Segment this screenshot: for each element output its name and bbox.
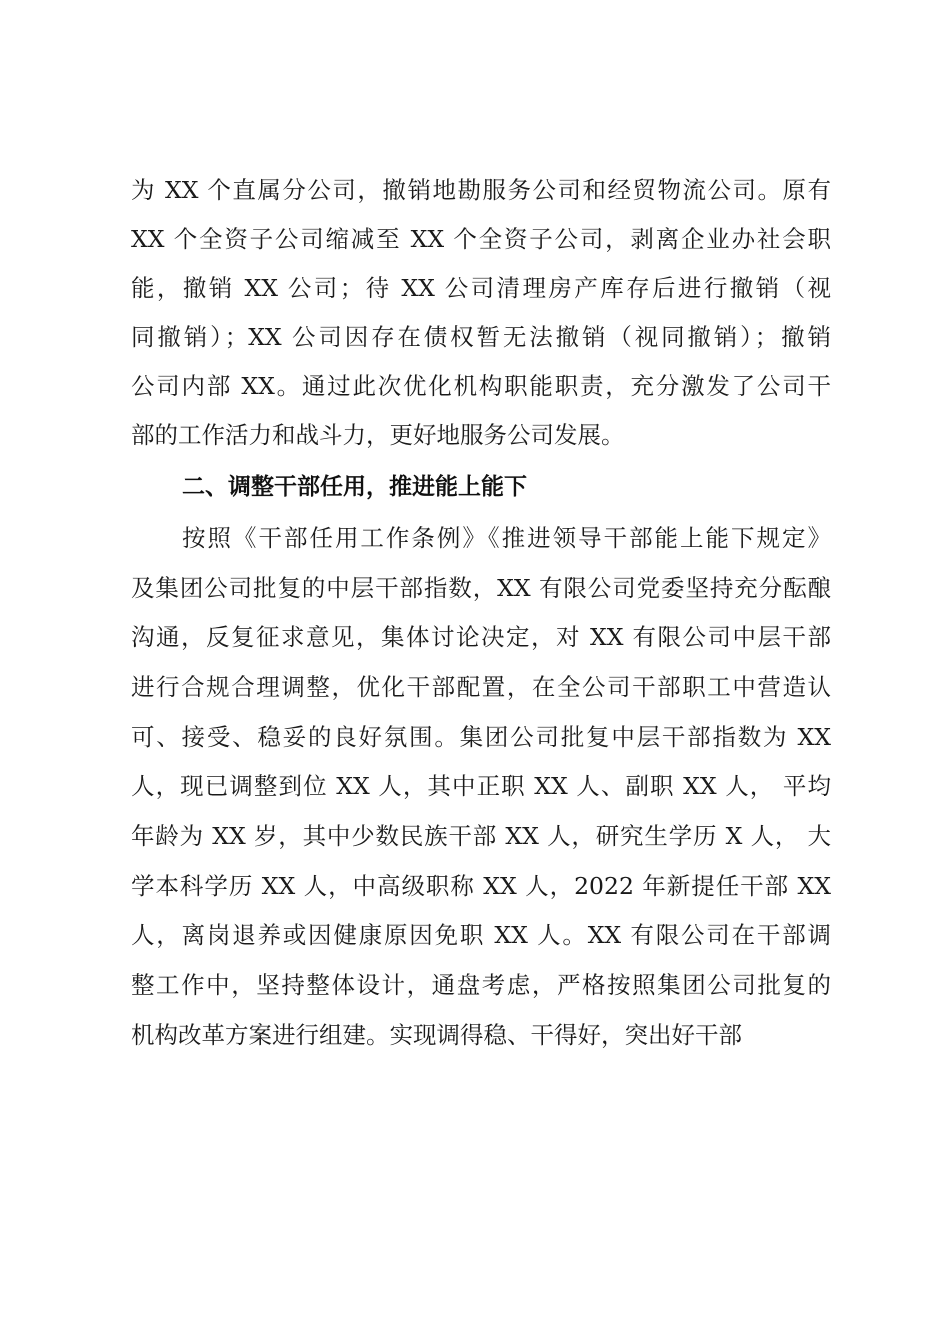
text-line: XX 个全资子公司缩减至 XX 个全资子公司，剥离企业办社会职 <box>131 225 831 253</box>
text-line: 为 XX 个直属分公司，撤销地勘服务公司和经贸物流公司。原有 <box>131 176 831 204</box>
text-line: 同撤销）；XX 公司因存在债权暂无法撤销（视同撤销）；撤销 <box>131 323 831 351</box>
text-line: 按照《干部任用工作条例》《推进领导干部能上能下规定》 <box>182 524 831 552</box>
text-line: 部的工作活力和战斗力，更好地服务公司发展。 <box>131 421 625 449</box>
text-line: 公司内部 XX。通过此次优化机构职能职责，充分激发了公司干 <box>131 372 831 400</box>
text-line: 学本科学历 XX 人，中高级职称 XX 人，2022 年新提任干部 XX <box>131 872 831 900</box>
text-line: 机构改革方案进行组建。实现调得稳、干得好，突出好干部 <box>131 1021 742 1049</box>
section-heading: 二、调整干部任用，推进能上能下 <box>182 474 527 500</box>
text-line: 能，撤销 XX 公司；待 XX 公司清理房产库存后进行撤销（视 <box>131 274 831 302</box>
text-line: 人，现已调整到位 XX 人，其中正职 XX 人、副职 XX 人， 平均 <box>131 772 831 800</box>
text-line: 进行合规合理调整，优化干部配置，在全公司干部职工中营造认 <box>131 673 831 701</box>
text-line: 人，离岗退养或因健康原因免职 XX 人。XX 有限公司在干部调 <box>131 921 831 949</box>
text-line: 整工作中，坚持整体设计，通盘考虑，严格按照集团公司批复的 <box>131 971 831 999</box>
text-line: 年龄为 XX 岁，其中少数民族干部 XX 人，研究生学历 X 人， 大 <box>131 822 831 850</box>
text-line: 可、接受、稳妥的良好氛围。集团公司批复中层干部指数为 XX <box>131 723 831 751</box>
text-line: 及集团公司批复的中层干部指数，XX 有限公司党委坚持充分酝酿 <box>131 574 831 602</box>
text-line: 沟通，反复征求意见，集体讨论决定，对 XX 有限公司中层干部 <box>131 623 831 651</box>
